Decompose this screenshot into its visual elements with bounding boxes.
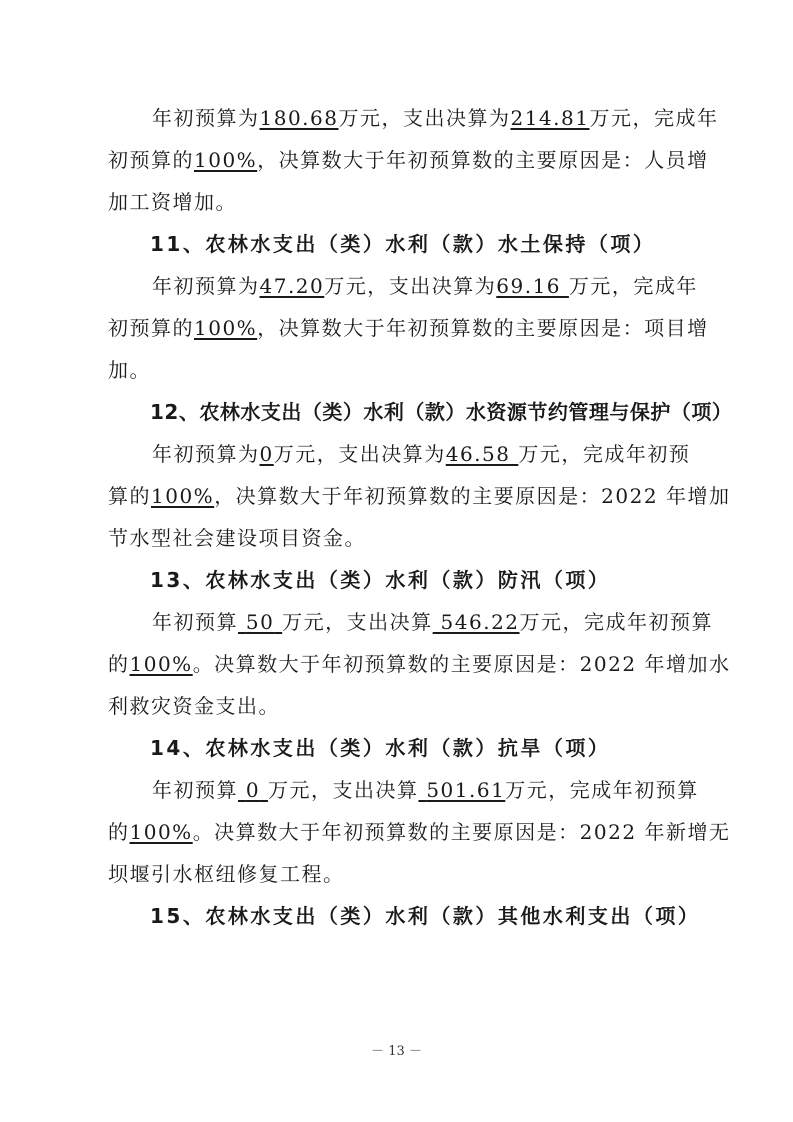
expense-value: 501.61 xyxy=(426,778,506,802)
paragraph-line xyxy=(152,440,690,468)
section-heading-11: 11、农林水支出（类）水利（款）水土保持（项） xyxy=(150,232,656,256)
page-number: － 13 － xyxy=(371,1044,422,1059)
section-heading-14: 14、农林水支出（类）水利（款）抗旱（项） xyxy=(150,736,611,760)
budget-value: 50 xyxy=(245,610,275,634)
paragraph-line xyxy=(152,608,713,636)
paragraph-line: 利救灾资金支出。 xyxy=(108,694,280,718)
text: 的 xyxy=(108,820,130,844)
completion-rate: 100% xyxy=(151,484,215,508)
paragraph-line xyxy=(108,482,730,510)
paragraph-line xyxy=(108,818,730,846)
paragraph-line xyxy=(108,314,709,342)
text: ，决算数大于年初预算数的主要原因是：2022 年增加 xyxy=(214,484,731,508)
expense-value: 214.81 xyxy=(510,106,590,130)
budget-value: 0 xyxy=(245,778,261,802)
paragraph-line: 加工资增加。 xyxy=(108,190,237,214)
budget-value: 47.20 xyxy=(259,274,325,298)
text: 年初预算为 xyxy=(152,106,260,130)
section-heading-13: 13、农林水支出（类）水利（款）防汛（项） xyxy=(150,568,611,592)
text: 年初预算 xyxy=(152,610,238,634)
paragraph-line xyxy=(108,650,730,678)
expense-value: 69.16 xyxy=(496,274,562,298)
text: 万元，完成年初预算 xyxy=(505,778,699,802)
text: 万元，完成年初预算 xyxy=(519,610,714,634)
section-heading-12: 12、农林水支出（类）水利（款）水资源节约管理与保护（项） xyxy=(150,400,733,424)
text: 万元，完成年 xyxy=(568,274,698,298)
completion-rate: 100% xyxy=(129,652,193,676)
text: ，决算数大于年初预算数的主要原因是：项目增 xyxy=(257,316,709,340)
expense-value: 546.22 xyxy=(440,610,520,634)
text: 万元，支出决算为 xyxy=(338,106,511,130)
completion-rate: 100% xyxy=(194,148,258,172)
text: 万元，完成年初预 xyxy=(518,442,691,466)
paragraph-line xyxy=(152,776,699,804)
paragraph-line xyxy=(152,272,698,300)
completion-rate: 100% xyxy=(129,820,193,844)
expense-value: 46.58 xyxy=(445,442,511,466)
paragraph-line: 坝堰引水枢纽修复工程。 xyxy=(108,862,345,886)
completion-rate: 100% xyxy=(194,316,258,340)
text: 万元，支出决算 xyxy=(267,778,419,802)
paragraph-line: 节水型社会建设项目资金。 xyxy=(108,526,366,550)
text: 初预算的 xyxy=(108,316,194,340)
text: 年初预算为 xyxy=(152,274,260,298)
text: 初预算的 xyxy=(108,148,194,172)
paragraph-line: 加。 xyxy=(108,358,151,382)
budget-value: 180.68 xyxy=(259,106,339,130)
text: 的 xyxy=(108,652,130,676)
section-heading-15: 15、农林水支出（类）水利（款）其他水利支出（项） xyxy=(150,904,701,928)
text: 年初预算为 xyxy=(152,442,260,466)
text: 万元，完成年 xyxy=(589,106,719,130)
text: 算的 xyxy=(108,484,151,508)
text: 。决算数大于年初预算数的主要原因是：2022 年增加水 xyxy=(192,652,731,676)
paragraph-line xyxy=(108,146,709,174)
text: 万元，支出决算为 xyxy=(324,274,497,298)
text: 。决算数大于年初预算数的主要原因是：2022 年新增无 xyxy=(192,820,731,844)
text: 万元，支出决算 xyxy=(282,610,433,634)
text: 年初预算 xyxy=(152,778,238,802)
budget-value: 0 xyxy=(259,442,274,466)
text: 万元，支出决算为 xyxy=(273,442,446,466)
text: ，决算数大于年初预算数的主要原因是：人员增 xyxy=(257,148,709,172)
paragraph-line xyxy=(152,104,718,132)
